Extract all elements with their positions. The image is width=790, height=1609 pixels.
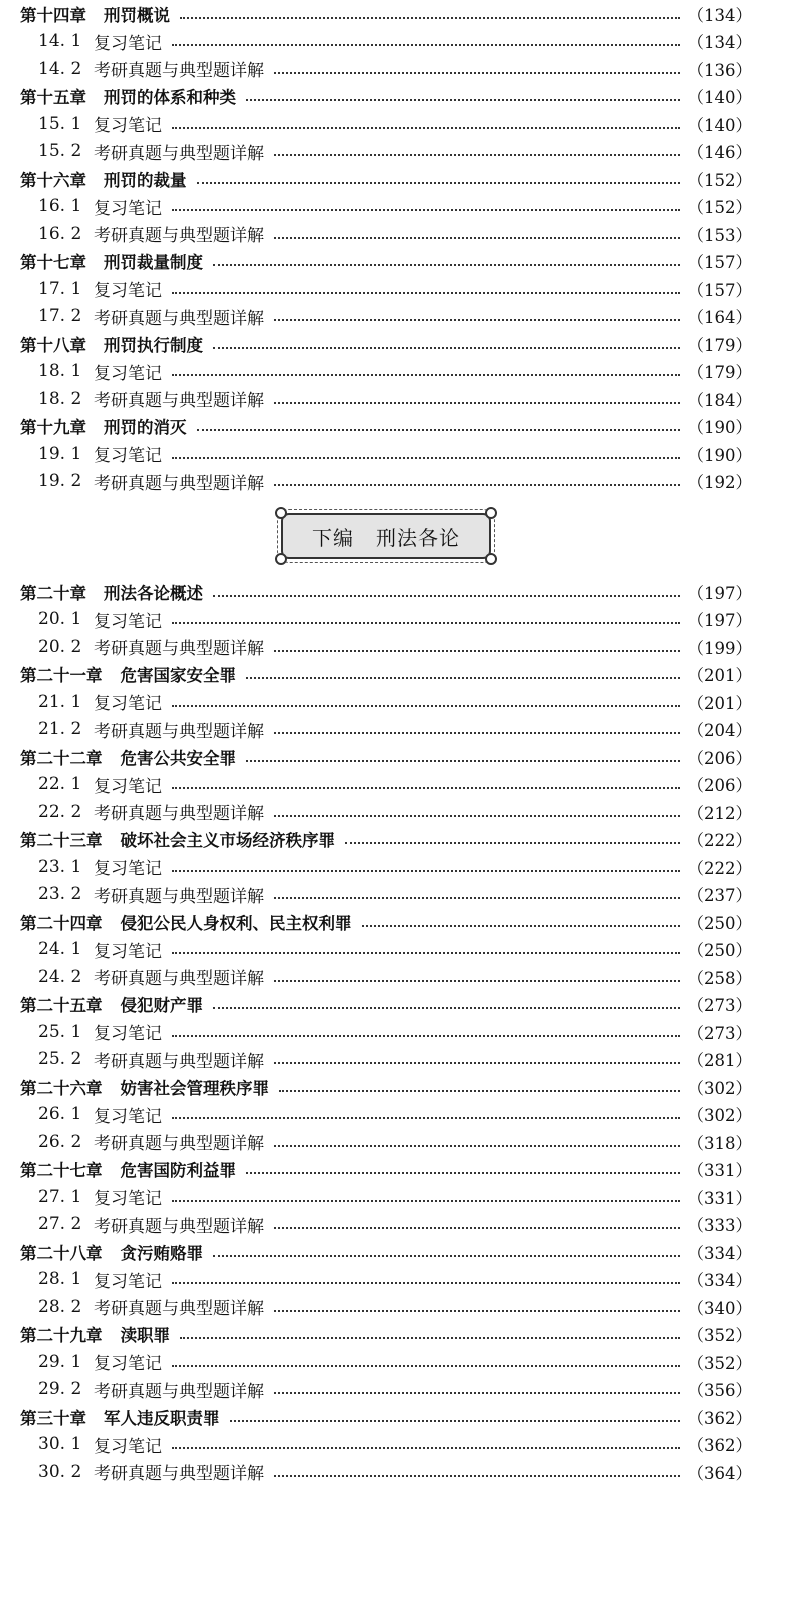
dot-leader xyxy=(274,1062,680,1064)
page-number: （134） xyxy=(687,5,752,25)
section-title: 复习笔记 xyxy=(94,363,162,384)
page-number: （157） xyxy=(687,280,752,300)
dot-leader xyxy=(180,17,680,19)
section-title: 考研真题与典型题详解 xyxy=(94,804,264,825)
page-number: （258） xyxy=(687,968,752,988)
section-title: 考研真题与典型题详解 xyxy=(94,1464,264,1485)
toc-chapter-row[interactable] xyxy=(20,248,752,276)
chapter-number: 第二十三章 xyxy=(20,831,103,851)
chapter-title: 刑罚裁量制度 xyxy=(104,253,203,273)
section-number: 25. 1 xyxy=(38,1021,82,1042)
chapter-number: 第二十六章 xyxy=(20,1078,103,1098)
chapter-number: 第二十章 xyxy=(20,583,86,603)
page-number: （204） xyxy=(687,721,752,741)
page-number: （179） xyxy=(687,363,752,383)
section-title: 考研真题与典型题详解 xyxy=(94,1051,264,1072)
section-number: 29. 2 xyxy=(38,1379,82,1400)
dot-leader xyxy=(274,484,680,486)
chapter-title: 刑罚的消灭 xyxy=(104,418,187,438)
dot-leader xyxy=(172,952,680,954)
chapter-title: 刑罚概说 xyxy=(104,5,170,25)
page-number: （318） xyxy=(687,1133,752,1153)
toc-chapter-row[interactable] xyxy=(20,908,752,936)
page-number: （352） xyxy=(687,1326,752,1346)
section-title: 考研真题与典型题详解 xyxy=(94,61,264,82)
dot-leader xyxy=(172,1117,680,1119)
page-number: （273） xyxy=(687,1023,752,1043)
chapter-title: 破坏社会主义市场经济秩序罪 xyxy=(120,831,335,851)
chapter-number: 第二十九章 xyxy=(20,1326,103,1346)
page-number: （212） xyxy=(687,803,752,823)
toc-section-row[interactable] xyxy=(20,1018,752,1046)
page-number: （273） xyxy=(687,996,752,1016)
dot-leader xyxy=(274,1392,680,1394)
dot-leader xyxy=(274,1227,680,1229)
toc-section-row[interactable] xyxy=(20,881,752,909)
chapter-number: 第十五章 xyxy=(20,88,86,108)
section-number: 19. 1 xyxy=(38,443,82,464)
dot-leader xyxy=(172,127,680,129)
section-title: 考研真题与典型题详解 xyxy=(94,1299,264,1320)
toc-section-row[interactable] xyxy=(20,193,752,221)
dot-leader xyxy=(246,760,680,762)
section-number: 15. 2 xyxy=(38,141,82,162)
chapter-number: 第二十一章 xyxy=(20,666,103,686)
page-number: （201） xyxy=(687,693,752,713)
dot-leader xyxy=(246,677,680,679)
section-number: 18. 2 xyxy=(38,388,82,409)
page-number: （302） xyxy=(687,1106,752,1126)
banner-ornament xyxy=(275,507,287,519)
page-number: （250） xyxy=(687,941,752,961)
section-title: 复习笔记 xyxy=(94,694,162,715)
toc-chapter-row[interactable] xyxy=(20,0,752,28)
section-number: 28. 2 xyxy=(38,1296,82,1317)
dot-leader xyxy=(180,1337,680,1339)
page-number: （197） xyxy=(687,611,752,631)
toc-section-row[interactable] xyxy=(20,1431,752,1459)
section-number: 16. 1 xyxy=(38,196,82,217)
page-number: （199） xyxy=(687,638,752,658)
section-number: 29. 1 xyxy=(38,1351,82,1372)
toc-section-row[interactable] xyxy=(20,1376,752,1404)
section-number: 27. 1 xyxy=(38,1186,82,1207)
chapter-number: 第十九章 xyxy=(20,418,86,438)
chapter-title: 刑法各论概述 xyxy=(104,583,203,603)
page-number: （157） xyxy=(687,253,752,273)
dot-leader xyxy=(274,402,680,404)
chapter-number: 第十六章 xyxy=(20,170,86,190)
page-number: （222） xyxy=(687,858,752,878)
section-number: 21. 1 xyxy=(38,691,82,712)
dot-leader xyxy=(172,787,680,789)
page-number: （334） xyxy=(687,1271,752,1291)
section-number: 25. 2 xyxy=(38,1049,82,1070)
chapter-number: 第二十二章 xyxy=(20,748,103,768)
dot-leader xyxy=(172,1447,680,1449)
section-number: 23. 1 xyxy=(38,856,82,877)
banner-ornament xyxy=(485,507,497,519)
toc-section-row[interactable] xyxy=(20,1211,752,1239)
section-title: 复习笔记 xyxy=(94,941,162,962)
section-title: 复习笔记 xyxy=(94,1271,162,1292)
chapter-title: 危害公共安全罪 xyxy=(120,748,236,768)
section-number: 14. 2 xyxy=(38,58,82,79)
section-title: 考研真题与典型题详解 xyxy=(94,1216,264,1237)
toc-section-row[interactable] xyxy=(20,28,752,56)
section-title: 考研真题与典型题详解 xyxy=(94,143,264,164)
dot-leader xyxy=(213,264,680,266)
section-number: 26. 2 xyxy=(38,1131,82,1152)
toc-section-row[interactable] xyxy=(20,1458,752,1486)
dot-leader xyxy=(213,347,680,349)
page-number: （281） xyxy=(687,1051,752,1071)
section-title: 考研真题与典型题详解 xyxy=(94,391,264,412)
dot-leader xyxy=(172,209,680,211)
section-number: 30. 1 xyxy=(38,1434,82,1455)
dot-leader xyxy=(172,374,680,376)
page-number: （184） xyxy=(687,390,752,410)
section-number: 17. 1 xyxy=(38,278,82,299)
page-number: （140） xyxy=(687,115,752,135)
toc-chapter-row[interactable] xyxy=(20,83,752,111)
section-number: 24. 1 xyxy=(38,939,82,960)
toc-section-row[interactable] xyxy=(20,303,752,331)
dot-leader xyxy=(172,705,680,707)
section-title: 复习笔记 xyxy=(94,198,162,219)
dot-leader xyxy=(172,1200,680,1202)
page-number: （146） xyxy=(687,143,752,163)
dot-leader xyxy=(274,72,680,74)
section-number: 20. 2 xyxy=(38,636,82,657)
section-title: 考研真题与典型题详解 xyxy=(94,969,264,990)
chapter-title: 贪污贿赂罪 xyxy=(120,1243,203,1263)
toc-section-row[interactable] xyxy=(20,1348,752,1376)
dot-leader xyxy=(213,1255,680,1257)
page-number: （302） xyxy=(687,1078,752,1098)
chapter-number: 第十八章 xyxy=(20,335,86,355)
toc-chapter-row[interactable] xyxy=(20,1156,752,1184)
page-number: （331） xyxy=(687,1161,752,1181)
page-number: （153） xyxy=(687,225,752,245)
toc-section-row[interactable] xyxy=(20,1183,752,1211)
section-title: 复习笔记 xyxy=(94,859,162,880)
section-title: 复习笔记 xyxy=(94,1354,162,1375)
chapter-title: 侵犯财产罪 xyxy=(120,996,203,1016)
toc-chapter-row[interactable] xyxy=(20,1073,752,1101)
dot-leader xyxy=(274,732,680,734)
page-number: （152） xyxy=(687,198,752,218)
toc-section-row[interactable] xyxy=(20,633,752,661)
section-title: 复习笔记 xyxy=(94,1024,162,1045)
toc-section-row[interactable] xyxy=(20,275,752,303)
toc-section-row[interactable] xyxy=(20,110,752,138)
page-number: （352） xyxy=(687,1353,752,1373)
toc-chapter-row[interactable] xyxy=(20,413,752,441)
dot-leader xyxy=(246,1172,680,1174)
chapter-title: 军人违反职责罪 xyxy=(104,1408,220,1428)
page-number: （164） xyxy=(687,308,752,328)
dot-leader xyxy=(274,154,680,156)
page-number: （340） xyxy=(687,1298,752,1318)
toc-list-part-a xyxy=(20,0,752,495)
page-number: （206） xyxy=(687,748,752,768)
section-number: 28. 1 xyxy=(38,1269,82,1290)
section-number: 17. 2 xyxy=(38,306,82,327)
page-number: （333） xyxy=(687,1216,752,1236)
dot-leader xyxy=(362,925,680,927)
page-number: （334） xyxy=(687,1243,752,1263)
section-number: 27. 2 xyxy=(38,1214,82,1235)
page-number: （237） xyxy=(687,886,752,906)
page-number: （364） xyxy=(687,1463,752,1483)
toc-section-row[interactable] xyxy=(20,963,752,991)
section-number: 15. 1 xyxy=(38,113,82,134)
toc-section-row[interactable] xyxy=(20,1128,752,1156)
dot-leader xyxy=(274,1475,680,1477)
page-number: （192） xyxy=(687,473,752,493)
section-number: 24. 2 xyxy=(38,966,82,987)
page-number: （356） xyxy=(687,1381,752,1401)
toc-chapter-row[interactable] xyxy=(20,661,752,689)
section-title: 考研真题与典型题详解 xyxy=(94,226,264,247)
part-label: 下编 xyxy=(312,525,354,550)
toc-section-row[interactable] xyxy=(20,138,752,166)
toc-section-row[interactable] xyxy=(20,1266,752,1294)
section-title: 复习笔记 xyxy=(94,611,162,632)
toc-section-row[interactable] xyxy=(20,853,752,881)
section-title: 考研真题与典型题详解 xyxy=(94,473,264,494)
chapter-title: 侵犯公民人身权利、民主权利罪 xyxy=(120,913,352,933)
page-number: （190） xyxy=(687,418,752,438)
toc-section-row[interactable] xyxy=(20,55,752,83)
toc-section-row[interactable] xyxy=(20,1101,752,1129)
toc-list-part-b xyxy=(20,578,752,1486)
chapter-title: 妨害社会管理秩序罪 xyxy=(120,1078,269,1098)
toc-chapter-row[interactable] xyxy=(20,826,752,854)
page-number: （206） xyxy=(687,776,752,796)
dot-leader xyxy=(172,457,680,459)
page-number: （152） xyxy=(687,170,752,190)
page-number: （222） xyxy=(687,831,752,851)
toc-section-row[interactable] xyxy=(20,606,752,634)
page-number: （134） xyxy=(687,33,752,53)
dot-leader xyxy=(197,182,680,184)
chapter-title: 刑罚执行制度 xyxy=(104,335,203,355)
toc-section-row[interactable] xyxy=(20,936,752,964)
section-number: 19. 2 xyxy=(38,471,82,492)
section-title: 考研真题与典型题详解 xyxy=(94,721,264,742)
dot-leader xyxy=(246,99,680,101)
dot-leader xyxy=(274,980,680,982)
page-number: （140） xyxy=(687,88,752,108)
dot-leader xyxy=(172,622,680,624)
page-number: （362） xyxy=(687,1436,752,1456)
dot-leader xyxy=(274,897,680,899)
page-number: （201） xyxy=(687,666,752,686)
section-title: 复习笔记 xyxy=(94,1189,162,1210)
toc-section-row[interactable] xyxy=(20,385,752,413)
toc-chapter-row[interactable] xyxy=(20,165,752,193)
page-number: （190） xyxy=(687,445,752,465)
section-number: 22. 2 xyxy=(38,801,82,822)
section-title: 复习笔记 xyxy=(94,33,162,54)
part-banner xyxy=(281,513,491,559)
toc-chapter-row[interactable] xyxy=(20,330,752,358)
page-number: （331） xyxy=(687,1188,752,1208)
dot-leader xyxy=(274,1145,680,1147)
toc-chapter-row[interactable] xyxy=(20,1321,752,1349)
chapter-title: 危害国防利益罪 xyxy=(120,1161,236,1181)
toc-section-row[interactable] xyxy=(20,771,752,799)
chapter-title: 刑罚的体系和种类 xyxy=(104,88,236,108)
toc-section-row[interactable] xyxy=(20,468,752,496)
toc-section-row[interactable] xyxy=(20,716,752,744)
dot-leader xyxy=(172,1365,680,1367)
page-number: （179） xyxy=(687,335,752,355)
dot-leader xyxy=(274,237,680,239)
section-title: 复习笔记 xyxy=(94,1436,162,1457)
section-title: 考研真题与典型题详解 xyxy=(94,1134,264,1155)
chapter-number: 第二十四章 xyxy=(20,913,103,933)
section-number: 30. 2 xyxy=(38,1461,82,1482)
section-number: 20. 1 xyxy=(38,609,82,630)
chapter-title: 危害国家安全罪 xyxy=(120,666,236,686)
banner-ornament xyxy=(275,553,287,565)
dot-leader xyxy=(274,319,680,321)
section-number: 16. 2 xyxy=(38,223,82,244)
chapter-number: 第二十五章 xyxy=(20,996,103,1016)
section-number: 18. 1 xyxy=(38,361,82,382)
page-number: （362） xyxy=(687,1408,752,1428)
page-number: （197） xyxy=(687,583,752,603)
section-number: 22. 1 xyxy=(38,774,82,795)
section-title: 考研真题与典型题详解 xyxy=(94,639,264,660)
chapter-title: 渎职罪 xyxy=(120,1326,170,1346)
part-title: 刑法各论 xyxy=(376,525,460,550)
section-number: 23. 2 xyxy=(38,884,82,905)
toc-section-row[interactable] xyxy=(20,1293,752,1321)
section-number: 21. 2 xyxy=(38,719,82,740)
dot-leader xyxy=(172,44,680,46)
chapter-number: 第二十七章 xyxy=(20,1161,103,1181)
section-title: 复习笔记 xyxy=(94,776,162,797)
dot-leader xyxy=(197,429,680,431)
dot-leader xyxy=(172,1282,680,1284)
chapter-number: 第三十章 xyxy=(20,1408,86,1428)
dot-leader xyxy=(230,1420,680,1422)
banner-ornament xyxy=(485,553,497,565)
toc-chapter-row[interactable] xyxy=(20,743,752,771)
dot-leader xyxy=(172,292,680,294)
chapter-number: 第十四章 xyxy=(20,5,86,25)
toc-section-row[interactable] xyxy=(20,440,752,468)
dot-leader xyxy=(274,650,680,652)
section-title: 复习笔记 xyxy=(94,281,162,302)
chapter-title: 刑罚的裁量 xyxy=(104,170,187,190)
dot-leader xyxy=(213,595,680,597)
section-title: 复习笔记 xyxy=(94,1106,162,1127)
toc-section-row[interactable] xyxy=(20,1046,752,1074)
dot-leader xyxy=(274,1310,680,1312)
chapter-number: 第十七章 xyxy=(20,253,86,273)
section-title: 复习笔记 xyxy=(94,446,162,467)
toc-section-row[interactable] xyxy=(20,798,752,826)
dot-leader xyxy=(274,815,680,817)
dot-leader xyxy=(172,870,680,872)
toc-chapter-row[interactable] xyxy=(20,578,752,606)
toc-section-row[interactable] xyxy=(20,220,752,248)
toc-chapter-row[interactable] xyxy=(20,1238,752,1266)
dot-leader xyxy=(279,1090,680,1092)
section-title: 考研真题与典型题详解 xyxy=(94,1381,264,1402)
dot-leader xyxy=(172,1035,680,1037)
toc-section-row[interactable] xyxy=(20,358,752,386)
section-title: 复习笔记 xyxy=(94,116,162,137)
page-number: （136） xyxy=(687,60,752,80)
dot-leader xyxy=(213,1007,680,1009)
toc-chapter-row[interactable] xyxy=(20,991,752,1019)
toc-chapter-row[interactable] xyxy=(20,1403,752,1431)
section-title: 考研真题与典型题详解 xyxy=(94,308,264,329)
page-number: （250） xyxy=(687,913,752,933)
toc-section-row[interactable] xyxy=(20,688,752,716)
section-title: 考研真题与典型题详解 xyxy=(94,886,264,907)
chapter-number: 第二十八章 xyxy=(20,1243,103,1263)
section-number: 14. 1 xyxy=(38,31,82,52)
section-number: 26. 1 xyxy=(38,1104,82,1125)
dot-leader xyxy=(345,842,680,844)
